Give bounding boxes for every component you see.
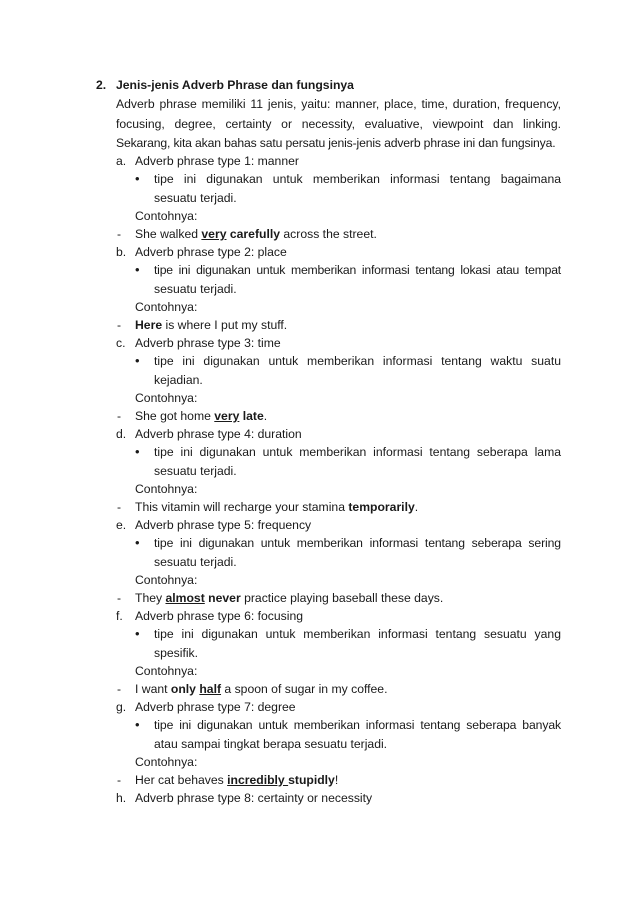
type-description: sesuatu terjadi. xyxy=(154,191,237,205)
emphasis-word: very xyxy=(214,409,240,423)
dash-marker: - xyxy=(117,500,122,514)
emphasis-word: temporarily xyxy=(348,500,415,514)
dash-marker: - xyxy=(117,773,122,787)
bullet-icon: • xyxy=(135,262,140,277)
example-sentence: Her cat behaves incredibly stupidly! xyxy=(135,773,339,787)
example-label: Contohnya: xyxy=(135,391,198,405)
type-letter: b. xyxy=(116,245,127,259)
type-heading: Adverb phrase type 8: certainty or necessity xyxy=(135,791,373,805)
type-description: sesuatu terjadi. xyxy=(154,464,237,478)
example-label: Contohnya: xyxy=(135,209,198,223)
type-description: atau sampai tingkat berapa sesuatu terjadi. xyxy=(154,737,388,751)
dash-marker: - xyxy=(117,591,122,605)
section-number: 2. xyxy=(96,78,107,92)
bullet-icon: • xyxy=(135,444,140,459)
emphasis-word: half xyxy=(199,682,222,696)
type-heading: Adverb phrase type 2: place xyxy=(135,245,287,259)
dash-marker: - xyxy=(117,682,122,696)
type-heading: Adverb phrase type 4: duration xyxy=(135,427,302,441)
emphasis-word: very xyxy=(201,227,227,241)
example-sentence: They almost never practice playing baseball these days. xyxy=(135,591,444,605)
type-description: tipe ini digunakan untuk memberikan informasi tentang sesuatu yang xyxy=(154,627,561,641)
emphasis-word: only xyxy=(170,682,196,696)
type-letter: d. xyxy=(116,427,127,441)
example-sentence: She walked very carefully across the street. xyxy=(135,227,377,241)
type-letter: h. xyxy=(116,791,127,805)
dash-marker: - xyxy=(117,227,122,241)
example-sentence: She got home very late. xyxy=(135,409,268,423)
emphasis-word: Here xyxy=(135,318,163,332)
bullet-icon: • xyxy=(135,717,140,732)
emphasis-word: almost xyxy=(165,591,205,605)
example-label: Contohnya: xyxy=(135,482,198,496)
type-description: tipe ini digunakan untuk memberikan informasi tentang bagaimana xyxy=(154,172,561,186)
intro-line: Adverb phrase memiliki 11 jenis, yaitu: manner, place, time, duration, frequency, xyxy=(116,97,561,111)
type-letter: f. xyxy=(116,609,123,623)
section-title: Jenis-jenis Adverb Phrase dan fungsinya xyxy=(116,78,354,92)
example-sentence: This vitamin will recharge your stamina temporarily. xyxy=(135,500,419,514)
type-letter: c. xyxy=(116,336,126,350)
type-heading: Adverb phrase type 1: manner xyxy=(135,154,299,168)
type-heading: Adverb phrase type 6: focusing xyxy=(135,609,304,623)
type-description: spesifik. xyxy=(154,646,199,660)
bullet-icon: • xyxy=(135,171,140,186)
dash-marker: - xyxy=(117,318,122,332)
example-label: Contohnya: xyxy=(135,664,198,678)
example-sentence: I want only half a spoon of sugar in my coffee. xyxy=(135,682,388,696)
type-letter: a. xyxy=(116,154,127,168)
bullet-icon: • xyxy=(135,353,140,368)
type-heading: Adverb phrase type 7: degree xyxy=(135,700,296,714)
type-description: tipe ini digunakan untuk memberikan informasi tentang seberapa lama xyxy=(154,445,561,459)
type-description: tipe ini digunakan untuk memberikan informasi tentang seberapa sering xyxy=(154,536,561,550)
example-label: Contohnya: xyxy=(135,300,198,314)
intro-line: focusing, degree, certainty or necessity, evaluative, viewpoint dan linking. xyxy=(116,117,561,131)
type-description: sesuatu terjadi. xyxy=(154,282,237,296)
example-label: Contohnya: xyxy=(135,573,198,587)
example-label: Contohnya: xyxy=(135,755,198,769)
emphasis-word: incredibly xyxy=(227,773,289,787)
emphasis-word: late xyxy=(242,409,264,423)
type-description: tipe ini digunakan untuk memberikan informasi tentang waktu suatu xyxy=(154,354,561,368)
type-description: kejadian. xyxy=(154,373,203,387)
type-description: tipe ini digunakan untuk memberikan informasi tentang lokasi atau tempat xyxy=(154,263,561,277)
dash-marker: - xyxy=(117,409,122,423)
emphasis-word: stupidly xyxy=(288,773,335,787)
emphasis-word: carefully xyxy=(229,227,281,241)
type-description: sesuatu terjadi. xyxy=(154,555,237,569)
type-letter: g. xyxy=(116,700,127,714)
intro-line: Sekarang, kita akan bahas satu persatu jenis-jenis adverb phrase ini dan fungsinya. xyxy=(116,136,556,150)
type-letter: e. xyxy=(116,518,127,532)
emphasis-word: never xyxy=(208,591,241,605)
bullet-icon: • xyxy=(135,626,140,641)
type-heading: Adverb phrase type 5: frequency xyxy=(135,518,312,532)
type-description: tipe ini digunakan untuk memberikan informasi tentang seberapa banyak xyxy=(154,718,561,732)
bullet-icon: • xyxy=(135,535,140,550)
type-heading: Adverb phrase type 3: time xyxy=(135,336,281,350)
example-sentence: Here is where I put my stuff. xyxy=(135,318,288,332)
